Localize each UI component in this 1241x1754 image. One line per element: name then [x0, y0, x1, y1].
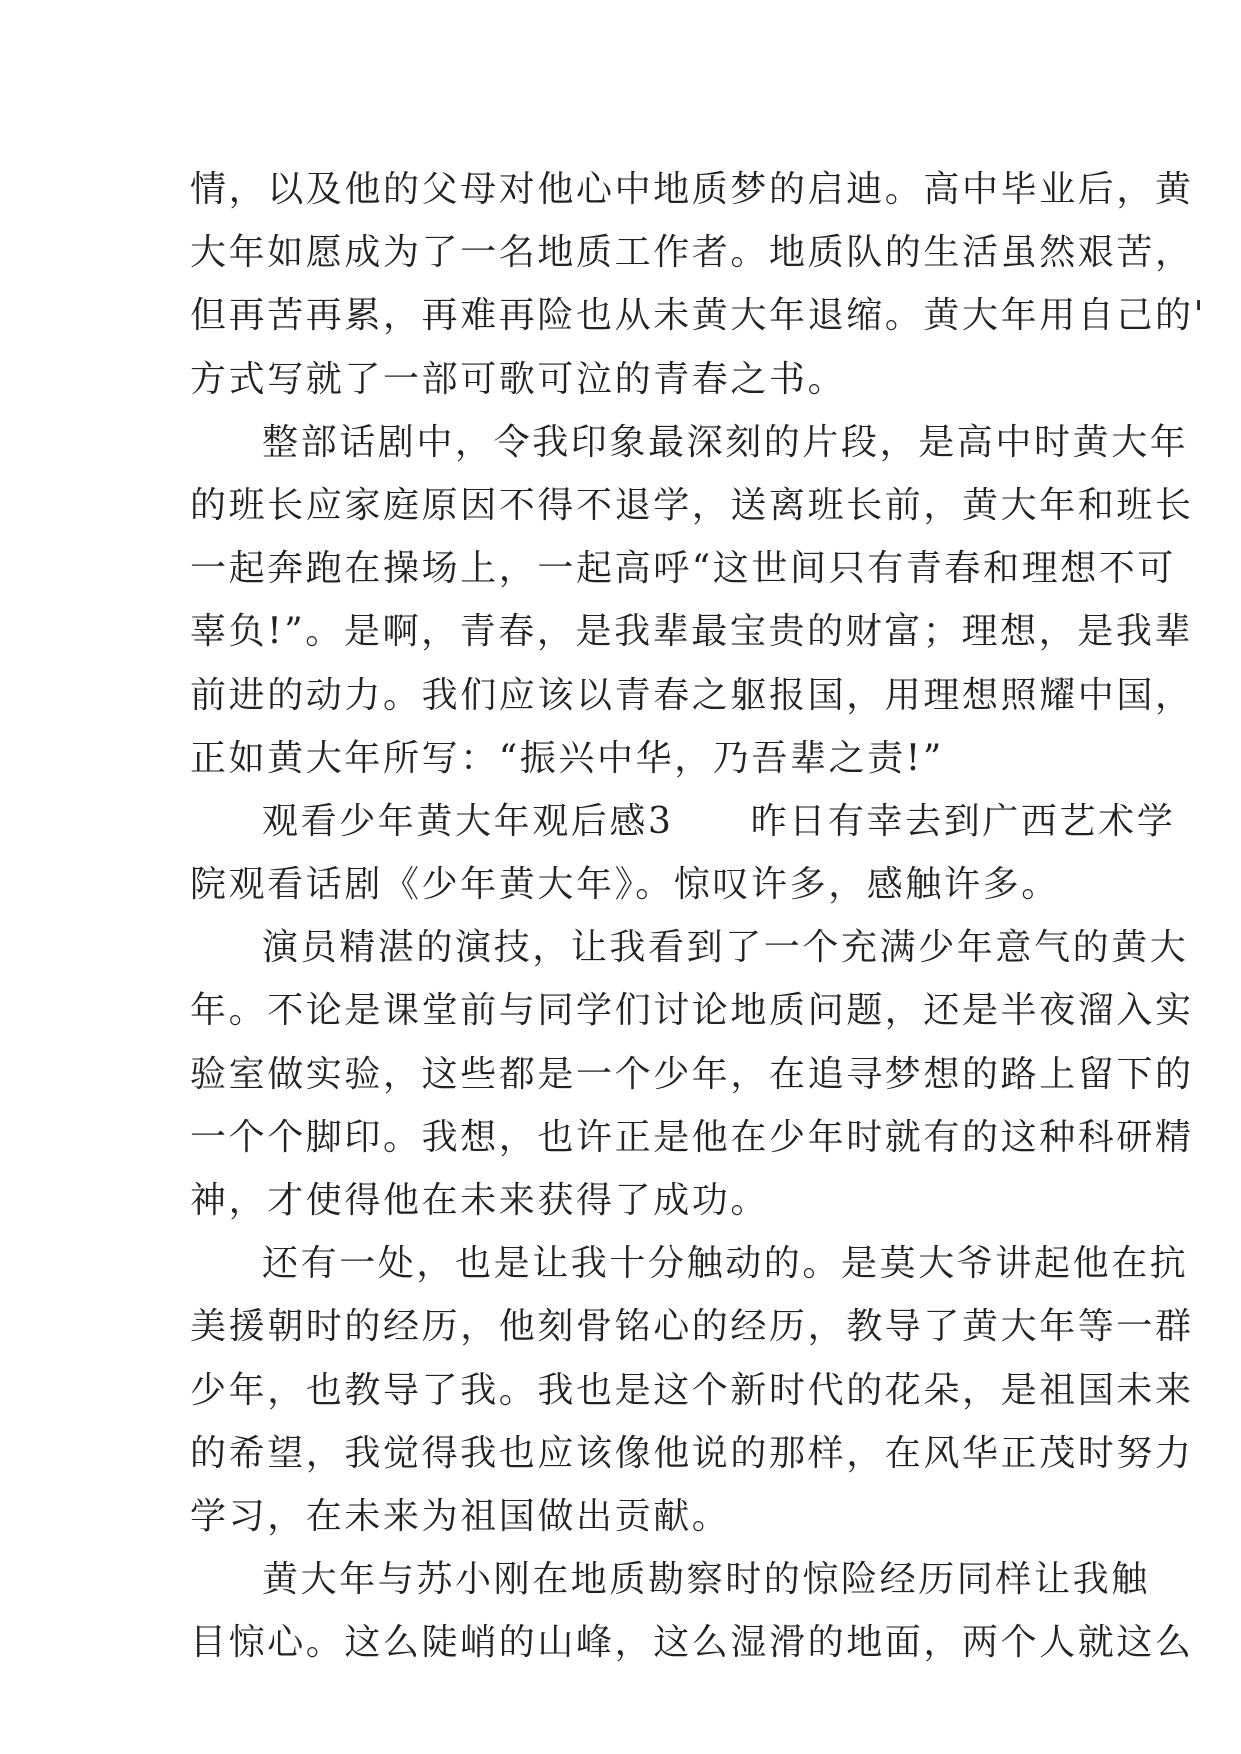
text-line: 大年如愿成为了一名地质工作者。地质队的生活虽然艰苦，: [190, 232, 1194, 274]
text-line: 一个个脚印。我想，也许正是他在少年时就有的这种科研精: [190, 1116, 1194, 1158]
text-line: 学习，在未来为祖国做出贡献。: [190, 1495, 731, 1537]
text-line: 少年，也教导了我。我也是这个新时代的花朵，是祖国未来: [190, 1369, 1194, 1411]
text-line: 年。不论是课堂前与同学们讨论地质问题，还是半夜溜入实: [190, 990, 1194, 1032]
text-line: 但再苦再累，再难再险也从未黄大年退缩。黄大年用自己的': [190, 295, 1207, 337]
text-line: 演员精湛的演技，让我看到了一个充满少年意气的黄大: [262, 927, 1189, 969]
text-line: 情，以及他的父母对他心中地质梦的启迪。高中毕业后，黄: [190, 169, 1194, 210]
text-line: 辜负!”。是啊，青春，是我辈最宝贵的财富；理想，是我辈: [190, 611, 1194, 653]
text-line: 正如黄大年所写：“振兴中华，乃吾辈之责!”: [190, 737, 944, 779]
text-line: 美援朝时的经历，他刻骨铭心的经历，教导了黄大年等一群: [190, 1306, 1194, 1348]
text-line: 验室做实验，这些都是一个少年，在追寻梦想的路上留下的: [190, 1053, 1194, 1095]
text-line: 的希望，我觉得我也应该像他说的那样，在风华正茂时努力: [190, 1432, 1194, 1474]
text-line: 前进的动力。我们应该以青春之躯报国，用理想照耀中国，: [190, 674, 1194, 716]
text-line: 黄大年与苏小刚在地质勘察时的惊险经历同样让我触: [262, 1559, 1150, 1601]
text-line: 方式写就了一部可歌可泣的青春之书。: [190, 358, 847, 400]
text-line: 的班长应家庭原因不得不退学，送离班长前，黄大年和班长: [190, 484, 1194, 526]
document-body: [190, 158, 1207, 1675]
text-line: 目惊心。这么陡峭的山峰，这么湿滑的地面，两个人就这么: [190, 1622, 1194, 1664]
text-line: 观看少年黄大年观后感3 昨日有幸去到广西艺术学: [262, 800, 1176, 842]
text-line: 神，才使得他在未来获得了成功。: [190, 1180, 770, 1221]
text-line: 整部话剧中，令我印象最深刻的片段，是高中时黄大年: [262, 421, 1189, 463]
text-line: 一起奔跑在操场上，一起高呼“这世间只有青春和理想不可: [190, 548, 1177, 590]
text-line: 院观看话剧《少年黄大年》。惊叹许多，感触许多。: [190, 864, 1060, 906]
text-line: 还有一处，也是让我十分触动的。是莫大爷讲起他在抗: [262, 1243, 1189, 1285]
